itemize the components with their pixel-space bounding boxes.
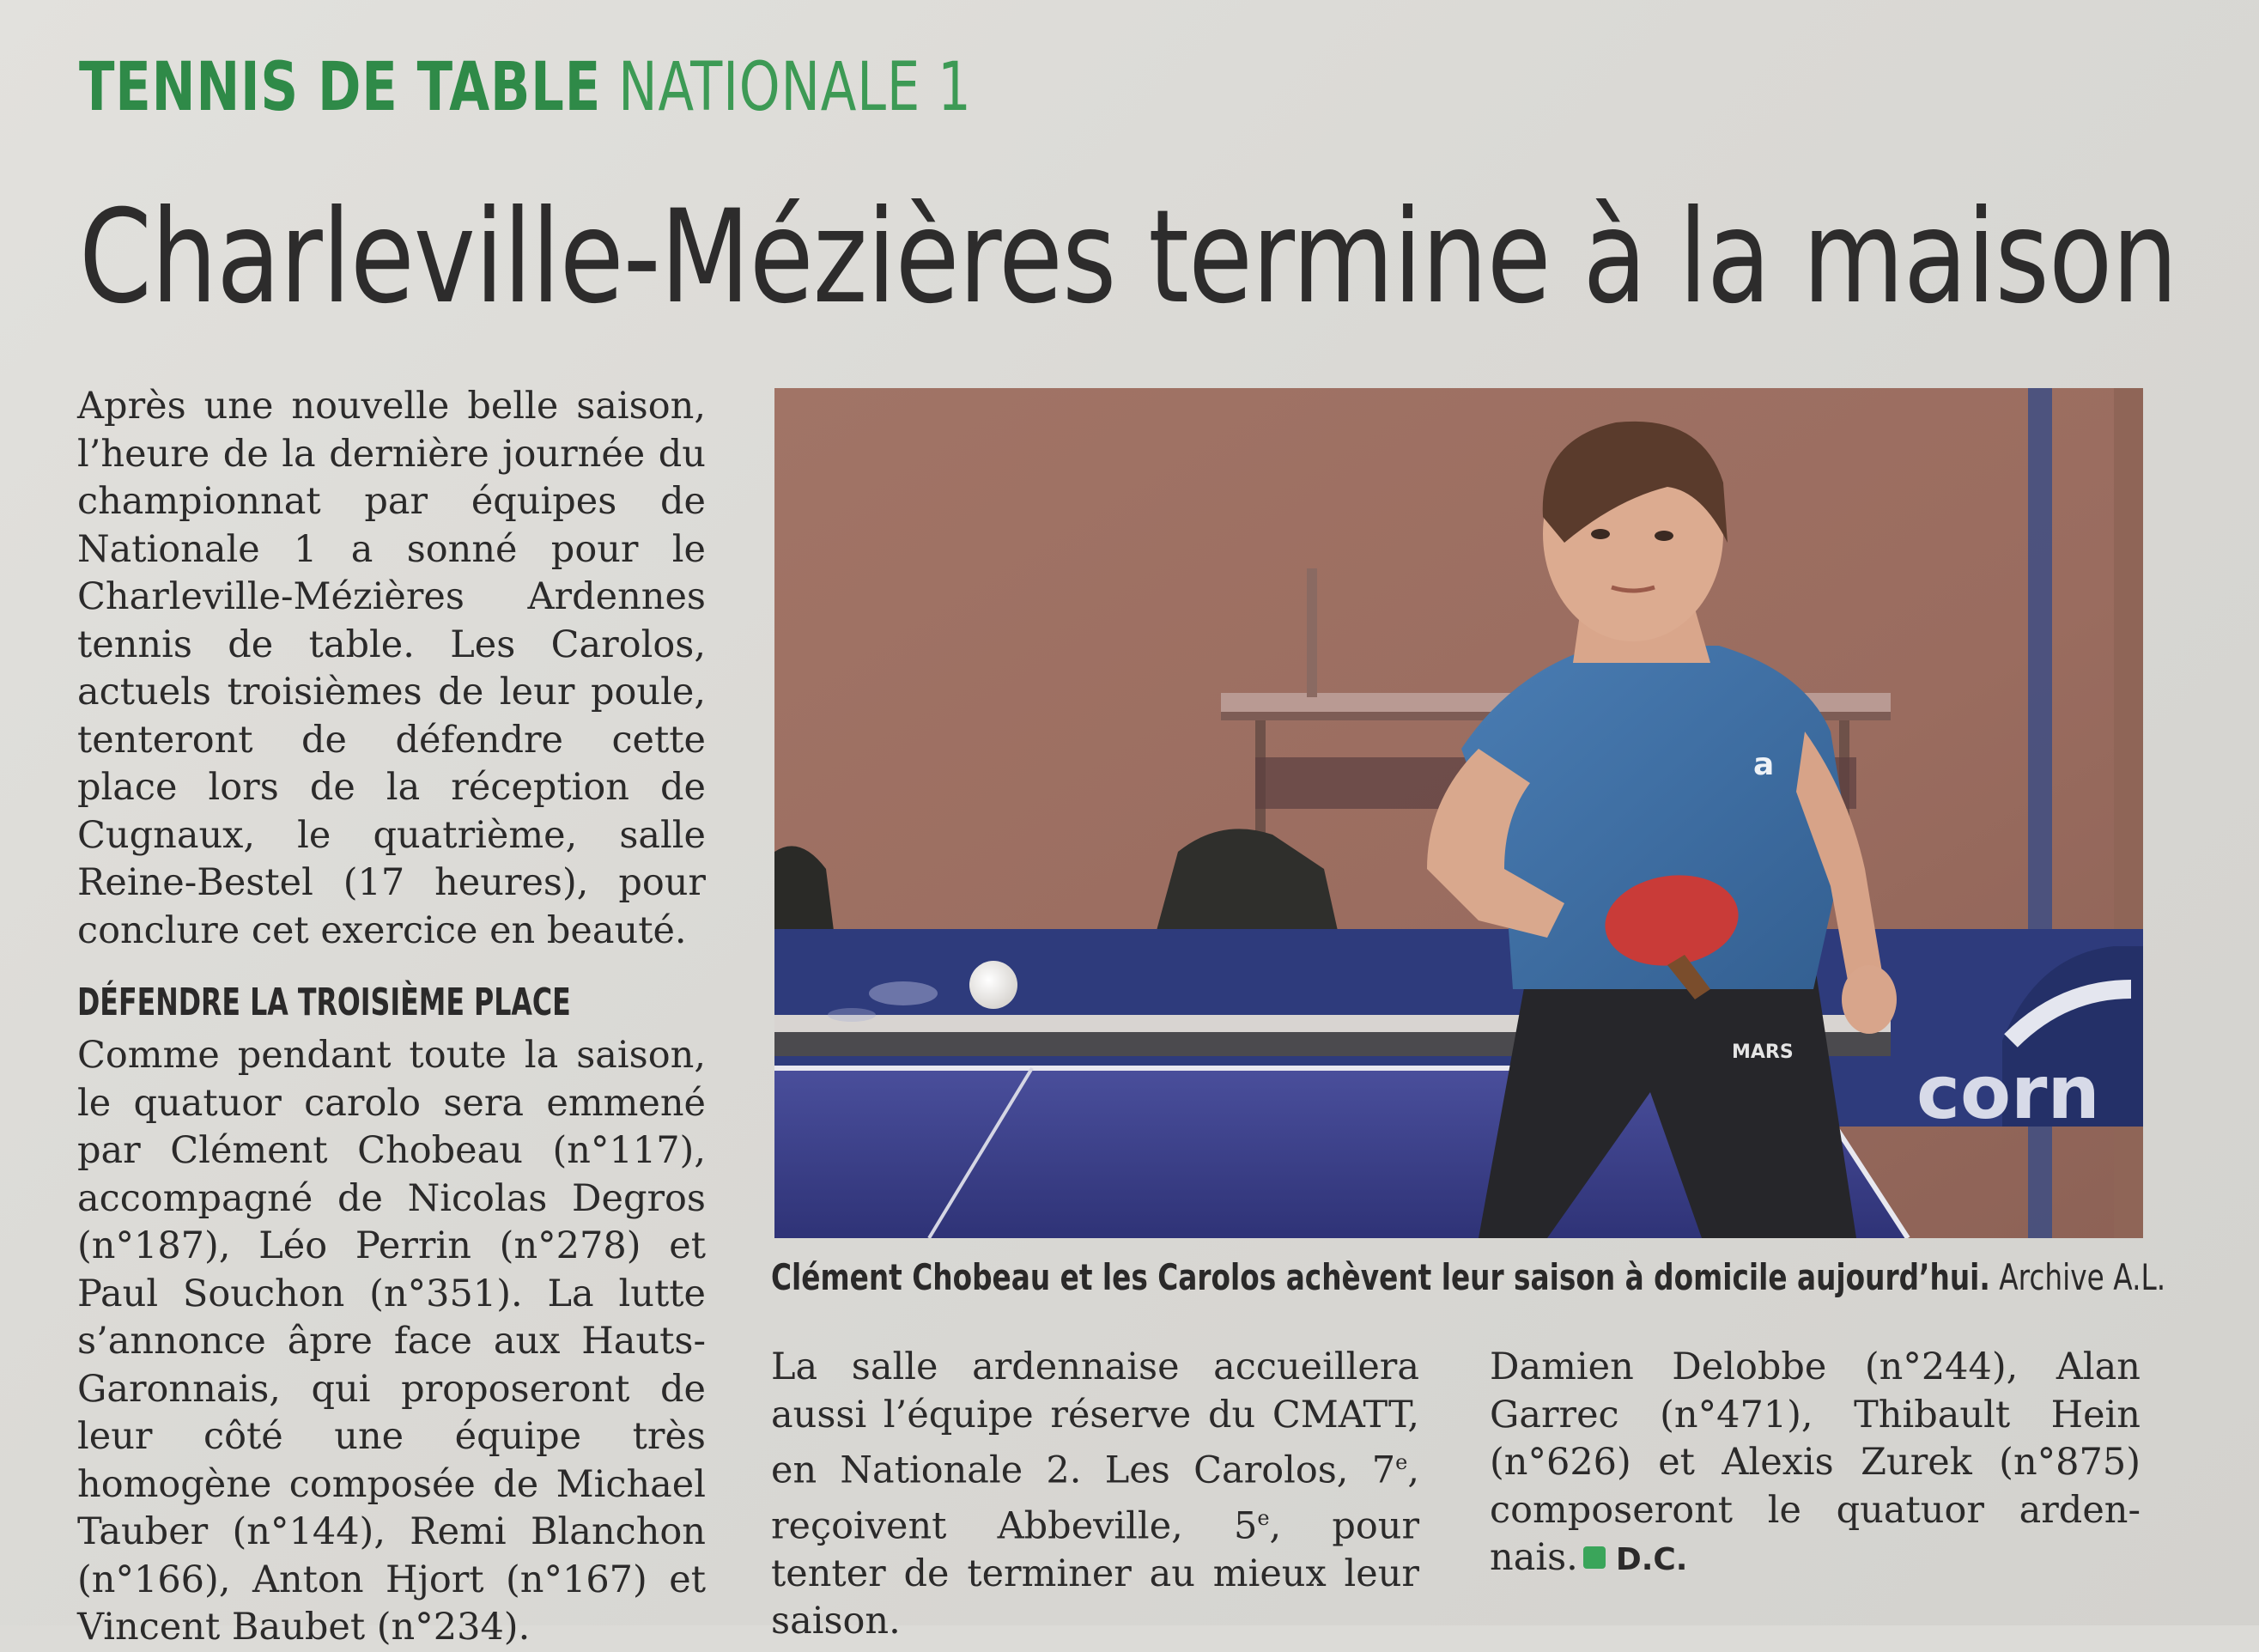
rubric-division: NATIONALE 1 (618, 49, 972, 126)
shorts-logo: MARS (1732, 1042, 1794, 1063)
photo-caption (771, 1254, 2165, 1302)
caption-text: Clément Chobeau et les Carolos achèvent leur saison à domicile aujourd’hui. (771, 1256, 1990, 1298)
section-rubric (79, 45, 972, 131)
article-column-3 (1490, 1344, 2141, 1584)
section-subhead: DÉFENDRE LA TROISIÈME PLACE (77, 981, 571, 1024)
intro-paragraph: Après une nouvelle belle saison, l’heure de la dernière journée du championnat par équipes de Nationale 1 a sonné pour le Charleville-Mézières Ardennes tennis de table. Les Carolos, actuels troisièmes de leur poule, tenteront de défendre cette place lors de la réception de Cugnaux, le quatrième, salle Reine-Bestel (17 heures), pour conclure cet exercice en beauté. (77, 385, 706, 952)
reserve-text-2: , reçoivent Abbeville, 5 (771, 1449, 1419, 1548)
closing-text: Damien Delobbe (n°244), Alan Garrec (n°471), Thibault Hein (n°626) et Alexis Zurek (n°875) composeront le quatuor ardennais. (1490, 1345, 2141, 1579)
table-tennis-player-image (774, 388, 2143, 1238)
article-headline: Charleville-Mézières termine à la maison (79, 183, 2177, 332)
ordinal-sup-2: e (1257, 1505, 1270, 1530)
banner-text: corn (1916, 1050, 2100, 1136)
ordinal-sup-1: e (1395, 1450, 1408, 1474)
shirt-logo: a (1753, 747, 1775, 782)
article-column-1 (77, 383, 706, 1652)
reserve-text-3: , pour tenter de terminer au mieux leur saison. (771, 1504, 1419, 1643)
article-column-2 (771, 1344, 1419, 1646)
closing-paragraph (1490, 1344, 2141, 1584)
rubric-sport: TENNIS DE TABLE (79, 49, 602, 126)
author-signature: D.C. (1615, 1542, 1688, 1577)
reserve-team-paragraph (771, 1344, 1419, 1646)
body-paragraph: Comme pendant toute la saison, le quatuor carolo sera emmené par Clément Chobeau (n°117), accompagné de Nicolas Degros (n°187), Léo Perrin (n°278) et Paul Souchon (n°351). La lutte s’annonce âpre face aux Hauts-Garonnais, qui proposeront de leur côté une équipe très homogène composée de Michael Tauber (n°144), Remi Blanchon (n°166), Anton Hjort (n°167) et Vincent Baubet (n°234). (77, 1034, 706, 1649)
photo-credit: Archive A.L. (1999, 1256, 2166, 1298)
reserve-text-1: La salle ardennaise accueillera aussi l’équipe réserve du CMATT, en Nationale 2. Les Carolos, 7 (771, 1345, 1419, 1492)
end-of-article-icon (1583, 1546, 1606, 1569)
article-photo (774, 388, 2143, 1238)
